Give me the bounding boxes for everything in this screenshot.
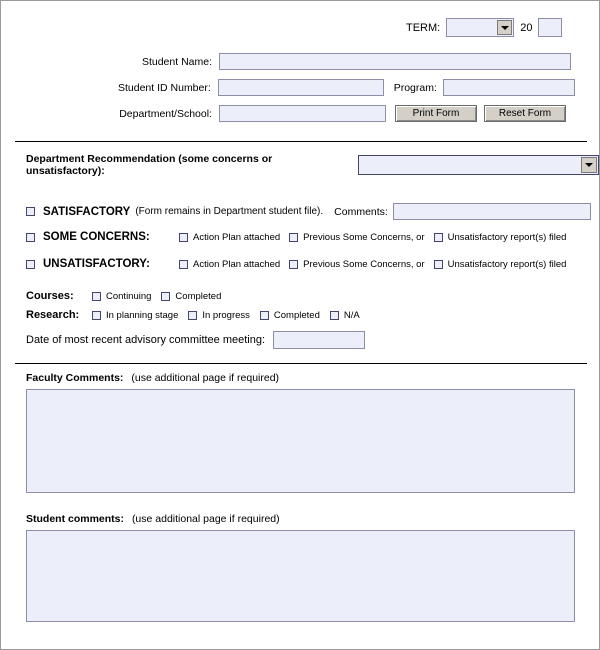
- student-comments-label: Student comments:: [26, 513, 125, 525]
- some-concerns-option-label: Previous Some Concerns, or: [303, 231, 425, 243]
- student-comments-title: [26, 513, 280, 525]
- research-row: [26, 309, 360, 321]
- satisfactory-comments-label: Comments:: [334, 205, 388, 218]
- print-form-button[interactable]: Print Form: [395, 105, 477, 122]
- program-label: Program:: [393, 81, 437, 94]
- satisfactory-row: [26, 203, 591, 220]
- unsatisfactory-row: [26, 258, 566, 270]
- year-input[interactable]: [538, 18, 562, 37]
- unsatisfactory-filed-checkbox[interactable]: [434, 260, 443, 269]
- student-info-block: [29, 53, 575, 131]
- department-input[interactable]: [219, 105, 386, 122]
- department-recommendation-select[interactable]: [358, 155, 599, 175]
- research-completed-checkbox[interactable]: [260, 311, 269, 320]
- unsatisfactory-previous-checkbox[interactable]: [289, 260, 298, 269]
- satisfactory-label: SATISFACTORY: [43, 205, 131, 218]
- meeting-date-label: Date of most recent advisory committee meeting:: [26, 334, 266, 346]
- courses-completed-checkbox[interactable]: [161, 292, 170, 301]
- some-concerns-option-label: Action Plan attached: [193, 231, 281, 243]
- faculty-comments-hint: (use additional page if required): [131, 372, 280, 384]
- chevron-down-icon[interactable]: [497, 20, 512, 35]
- research-inprogress-checkbox[interactable]: [188, 311, 197, 320]
- some-concerns-row: [26, 231, 566, 243]
- research-option-label: Completed: [273, 309, 320, 321]
- term-row: [406, 18, 562, 37]
- courses-option-label: Completed: [175, 290, 222, 302]
- some-concerns-option-label: Unsatisfactory report(s) filed: [447, 231, 567, 243]
- reset-form-button[interactable]: Reset Form: [484, 105, 566, 122]
- faculty-comments-textarea[interactable]: [26, 389, 575, 493]
- chevron-down-icon[interactable]: [581, 157, 597, 173]
- courses-row: [26, 290, 221, 302]
- department-row: [29, 105, 575, 122]
- department-recommendation-row: [26, 153, 599, 177]
- faculty-comments-label: Faculty Comments:: [26, 372, 124, 384]
- research-na-checkbox[interactable]: [330, 311, 339, 320]
- divider-comments: [15, 363, 587, 364]
- meeting-date-row: [26, 331, 365, 349]
- student-name-label: Student Name:: [141, 55, 212, 68]
- meeting-date-input[interactable]: [273, 331, 365, 349]
- department-label: Department/School:: [119, 107, 212, 120]
- divider-top: [15, 141, 587, 142]
- department-recommendation-label: Department Recommendation (some concerns or unsatisfactory):: [26, 153, 273, 177]
- some-concerns-label: SOME CONCERNS:: [43, 231, 150, 243]
- research-option-label: N/A: [343, 309, 360, 321]
- research-option-label: In progress: [202, 309, 250, 321]
- student-id-label: Student ID Number:: [117, 81, 211, 94]
- unsatisfactory-label: UNSATISFACTORY:: [43, 258, 150, 270]
- some-concerns-previous-checkbox[interactable]: [289, 233, 298, 242]
- program-input[interactable]: [443, 79, 575, 96]
- year-prefix-label: 20: [520, 21, 533, 34]
- research-planning-checkbox[interactable]: [92, 311, 101, 320]
- unsatisfactory-action-plan-checkbox[interactable]: [179, 260, 188, 269]
- term-label: TERM:: [406, 21, 441, 34]
- courses-label: Courses:: [26, 290, 74, 302]
- courses-option-label: Continuing: [106, 290, 152, 302]
- some-concerns-action-plan-checkbox[interactable]: [179, 233, 188, 242]
- unsatisfactory-option-label: Unsatisfactory report(s) filed: [447, 258, 567, 270]
- unsatisfactory-option-label: Action Plan attached: [193, 258, 281, 270]
- satisfactory-checkbox[interactable]: [26, 207, 35, 216]
- courses-continuing-checkbox[interactable]: [92, 292, 101, 301]
- research-option-label: In planning stage: [106, 309, 179, 321]
- student-id-row: [29, 79, 575, 96]
- faculty-comments-title: [26, 372, 279, 384]
- satisfactory-comments-input[interactable]: [393, 203, 591, 220]
- student-name-input[interactable]: [219, 53, 571, 70]
- research-label: Research:: [26, 309, 80, 321]
- satisfactory-note: (Form remains in Department student file).: [135, 206, 324, 217]
- student-comments-textarea[interactable]: [26, 530, 575, 622]
- unsatisfactory-option-label: Previous Some Concerns, or: [303, 258, 425, 270]
- unsatisfactory-checkbox[interactable]: [26, 260, 35, 269]
- student-name-row: [29, 53, 575, 70]
- some-concerns-unsatisfactory-filed-checkbox[interactable]: [434, 233, 443, 242]
- some-concerns-checkbox[interactable]: [26, 233, 35, 242]
- student-comments-hint: (use additional page if required): [131, 513, 280, 525]
- student-id-input[interactable]: [218, 79, 384, 96]
- term-select[interactable]: [446, 18, 514, 37]
